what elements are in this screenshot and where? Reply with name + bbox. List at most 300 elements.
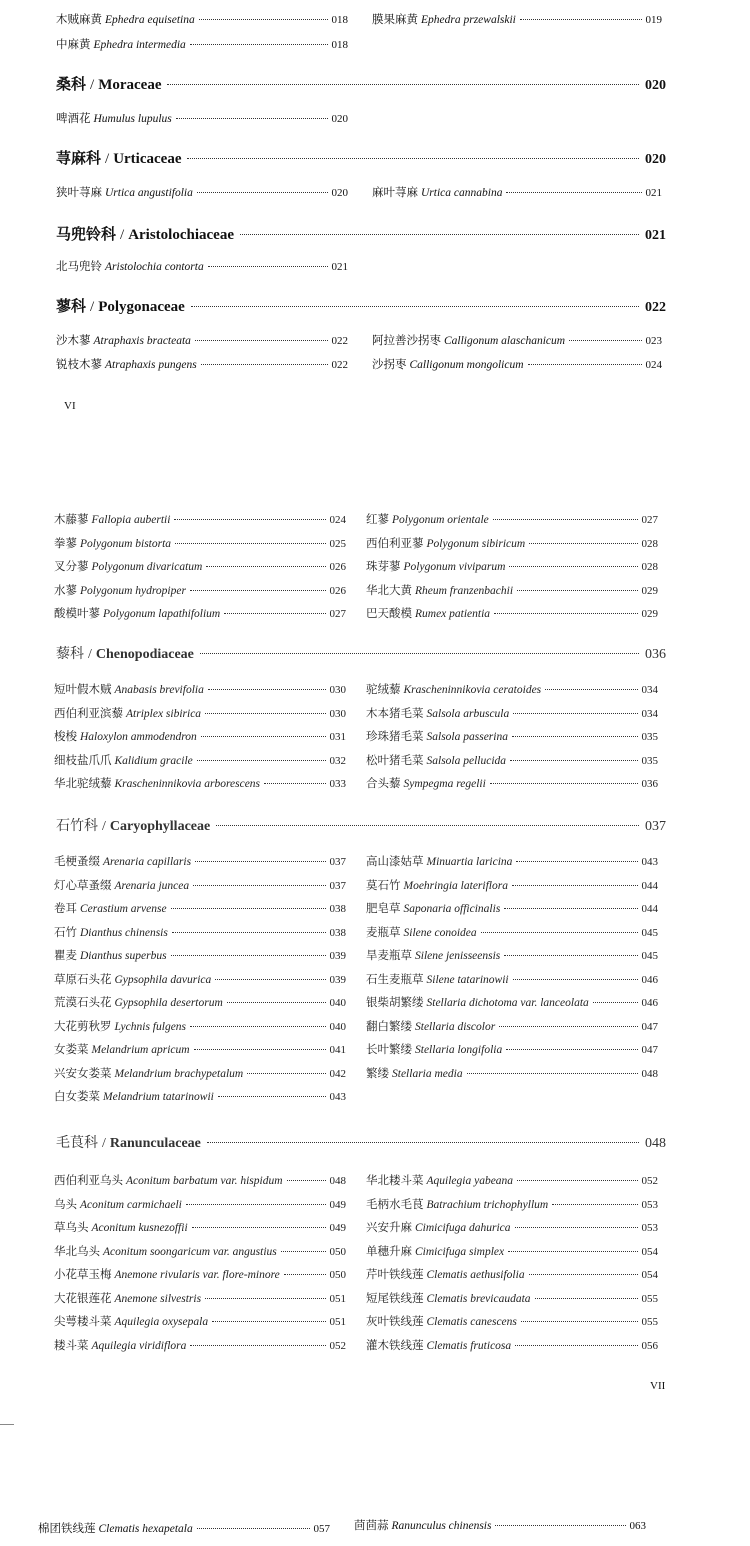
entry-page-number: 055 bbox=[641, 1293, 658, 1305]
dot-leader bbox=[481, 932, 638, 933]
dot-leader bbox=[171, 955, 326, 956]
dot-leader bbox=[190, 1345, 325, 1346]
entry-chinese-name: 草原石头花 bbox=[54, 974, 112, 986]
entry-chinese-name: 麻叶荨麻 bbox=[372, 187, 418, 199]
entry-page-number: 023 bbox=[645, 335, 662, 347]
dot-leader bbox=[195, 861, 325, 862]
toc-entry[interactable] bbox=[366, 727, 658, 747]
entry-latin-name: Polygonum orientale bbox=[392, 514, 489, 526]
entry-chinese-name: 小花草玉梅 bbox=[54, 1269, 112, 1281]
entry-chinese-name: 兴安女娄菜 bbox=[54, 1068, 112, 1080]
entry-page-number: 020 bbox=[331, 113, 348, 125]
toc-entry[interactable] bbox=[54, 899, 346, 919]
entry-latin-name: Ephedra przewalskii bbox=[421, 14, 516, 26]
entry-chinese-name: 高山漆姑草 bbox=[366, 856, 424, 868]
entry-latin-name: Atriplex sibirica bbox=[126, 708, 202, 720]
entry-page-number: 046 bbox=[641, 974, 658, 986]
entry-chinese-name: 沙木蓼 bbox=[56, 335, 91, 347]
entry-chinese-name: 短尾铁线莲 bbox=[366, 1293, 424, 1305]
entry-page-number: 034 bbox=[641, 684, 658, 696]
family-heading[interactable] bbox=[56, 221, 666, 249]
family-separator: / bbox=[90, 77, 95, 93]
dot-leader bbox=[208, 266, 328, 267]
dot-leader bbox=[247, 1073, 325, 1074]
toc-entry[interactable] bbox=[54, 852, 346, 872]
entry-latin-name: Rheum franzenbachii bbox=[415, 585, 514, 597]
entry-latin-name: Haloxylon ammodendron bbox=[80, 731, 197, 743]
dot-leader bbox=[506, 192, 641, 193]
entry-chinese-name: 翻白繁缕 bbox=[366, 1021, 412, 1033]
dot-leader bbox=[512, 885, 638, 886]
entry-page-number: 035 bbox=[641, 731, 658, 743]
page-folio: VI bbox=[64, 400, 76, 412]
family-page-number: 021 bbox=[645, 228, 666, 243]
family-page-number: 020 bbox=[645, 78, 666, 93]
entry-page-number: 039 bbox=[329, 950, 346, 962]
entry-page-number: 033 bbox=[329, 778, 346, 790]
dot-leader bbox=[206, 566, 325, 567]
family-separator: / bbox=[102, 1136, 106, 1151]
family-heading[interactable] bbox=[56, 293, 666, 321]
entry-chinese-name: 兴安升麻 bbox=[366, 1222, 412, 1234]
dot-leader bbox=[515, 1345, 637, 1346]
dot-leader bbox=[174, 519, 325, 520]
toc-entry[interactable] bbox=[54, 1017, 346, 1037]
entry-latin-name: Gypsophila davurica bbox=[114, 974, 212, 986]
entry-latin-name: Krascheninnikovia arborescens bbox=[114, 778, 261, 790]
entry-page-number: 027 bbox=[329, 608, 346, 620]
entry-latin-name: Calligonum alaschanicum bbox=[444, 335, 566, 347]
entry-latin-name: Salsola arbuscula bbox=[426, 708, 510, 720]
entry-page-number: 046 bbox=[641, 997, 658, 1009]
toc-entry[interactable] bbox=[366, 751, 658, 771]
entry-chinese-name: 叉分蓼 bbox=[54, 561, 89, 573]
entry-latin-name: Ranunculus chinensis bbox=[391, 1520, 492, 1532]
dot-leader bbox=[529, 1274, 638, 1275]
toc-entry[interactable] bbox=[366, 1265, 658, 1285]
dot-leader bbox=[552, 1204, 637, 1205]
family-latin-name: Chenopodiaceae bbox=[95, 647, 194, 662]
entry-latin-name: Melandrium apricum bbox=[91, 1044, 190, 1056]
dot-leader bbox=[569, 340, 641, 341]
toc-entry[interactable] bbox=[366, 1040, 658, 1060]
dot-leader bbox=[212, 1321, 325, 1322]
dot-leader bbox=[190, 44, 328, 45]
entry-chinese-name: 短叶假木贼 bbox=[54, 684, 112, 696]
entry-chinese-name: 卷耳 bbox=[54, 903, 77, 915]
entry-page-number: 024 bbox=[645, 359, 662, 371]
entry-page-number: 049 bbox=[329, 1222, 346, 1234]
dot-leader bbox=[494, 613, 637, 614]
entry-chinese-name: 锐枝木蓼 bbox=[56, 359, 102, 371]
entry-chinese-name: 茴茴蒜 bbox=[354, 1520, 389, 1532]
toc-entry[interactable] bbox=[366, 1336, 658, 1356]
entry-chinese-name: 木本猪毛菜 bbox=[366, 708, 424, 720]
entry-page-number: 048 bbox=[329, 1175, 346, 1187]
entry-page-number: 032 bbox=[329, 755, 346, 767]
family-latin-name: Caryophyllaceae bbox=[109, 819, 211, 834]
entry-page-number: 041 bbox=[329, 1044, 346, 1056]
dot-leader bbox=[504, 908, 637, 909]
toc-entry[interactable] bbox=[54, 680, 346, 700]
dot-leader bbox=[227, 1002, 326, 1003]
entry-latin-name: Calligonum mongolicum bbox=[409, 359, 524, 371]
toc-entry[interactable] bbox=[54, 557, 346, 577]
entry-latin-name: Clematis hexapetala bbox=[98, 1523, 193, 1535]
toc-entry[interactable] bbox=[366, 1218, 658, 1238]
toc-entry[interactable] bbox=[54, 751, 346, 771]
entry-latin-name: Krascheninnikovia ceratoides bbox=[403, 684, 542, 696]
dot-leader bbox=[499, 1026, 637, 1027]
family-latin-name: Polygonaceae bbox=[98, 299, 185, 315]
dot-leader bbox=[504, 955, 637, 956]
entry-latin-name: Stellaria longifolia bbox=[415, 1044, 503, 1056]
toc-entry[interactable] bbox=[366, 1017, 658, 1037]
dot-leader bbox=[191, 306, 639, 307]
dot-leader bbox=[517, 590, 637, 591]
entry-chinese-name: 棉团铁线莲 bbox=[38, 1523, 96, 1535]
entry-latin-name: Arenaria capillaris bbox=[103, 856, 192, 868]
entry-latin-name: Urtica cannabina bbox=[421, 187, 503, 199]
entry-chinese-name: 瞿麦 bbox=[54, 950, 77, 962]
entry-page-number: 055 bbox=[641, 1316, 658, 1328]
toc-entry[interactable] bbox=[366, 1195, 658, 1215]
dot-leader bbox=[187, 158, 639, 159]
entry-page-number: 021 bbox=[331, 261, 348, 273]
entry-chinese-name: 大花剪秋罗 bbox=[54, 1021, 112, 1033]
dot-leader bbox=[512, 736, 638, 737]
entry-chinese-name: 大花银莲花 bbox=[54, 1293, 112, 1305]
entry-latin-name: Cimicifuga dahurica bbox=[415, 1222, 511, 1234]
entry-chinese-name: 单穗升麻 bbox=[366, 1246, 412, 1258]
toc-entry[interactable] bbox=[366, 923, 658, 943]
toc-entry[interactable] bbox=[56, 183, 348, 203]
entry-latin-name: Saponaria officinalis bbox=[403, 903, 501, 915]
family-separator: / bbox=[88, 647, 92, 662]
toc-entry[interactable] bbox=[56, 355, 348, 375]
entry-latin-name: Dianthus superbus bbox=[80, 950, 167, 962]
toc-entry[interactable] bbox=[54, 1087, 346, 1107]
entry-latin-name: Aconitum barbatum var. hispidum bbox=[126, 1175, 283, 1187]
entry-chinese-name: 灌木铁线莲 bbox=[366, 1340, 424, 1352]
entry-latin-name: Clematis fruticosa bbox=[426, 1340, 512, 1352]
dot-leader bbox=[193, 885, 325, 886]
entry-page-number: 018 bbox=[331, 39, 348, 51]
toc-entry[interactable] bbox=[366, 534, 658, 554]
toc-entry[interactable] bbox=[372, 331, 662, 351]
entry-chinese-name: 芹叶铁线莲 bbox=[366, 1269, 424, 1281]
entry-latin-name: Anemone rivularis var. flore-minore bbox=[114, 1269, 280, 1281]
family-page-number: 022 bbox=[645, 300, 666, 315]
entry-chinese-name: 珍珠猪毛菜 bbox=[366, 731, 424, 743]
entry-page-number: 038 bbox=[329, 927, 346, 939]
toc-entry[interactable] bbox=[366, 1289, 658, 1309]
dot-leader bbox=[284, 1274, 326, 1275]
toc-entry[interactable] bbox=[54, 1064, 346, 1084]
family-page-number: 036 bbox=[645, 647, 666, 662]
entry-latin-name: Ephedra equisetina bbox=[105, 14, 195, 26]
family-heading[interactable] bbox=[56, 1130, 666, 1158]
entry-latin-name: Stellaria dichotoma var. lanceolata bbox=[426, 997, 589, 1009]
toc-entry[interactable] bbox=[54, 1040, 346, 1060]
toc-entry[interactable] bbox=[54, 1265, 346, 1285]
family-latin-name: Moraceae bbox=[98, 77, 162, 93]
dot-leader bbox=[199, 19, 328, 20]
dot-leader bbox=[281, 1251, 326, 1252]
toc-entry[interactable] bbox=[38, 1519, 330, 1539]
family-heading[interactable] bbox=[56, 641, 666, 669]
entry-chinese-name: 中麻黄 bbox=[56, 39, 91, 51]
entry-latin-name: Batrachium trichophyllum bbox=[426, 1199, 549, 1211]
entry-chinese-name: 细枝盐爪爪 bbox=[54, 755, 112, 767]
entry-page-number: 054 bbox=[641, 1269, 658, 1281]
entry-page-number: 051 bbox=[329, 1293, 346, 1305]
entry-page-number: 043 bbox=[641, 856, 658, 868]
dot-leader bbox=[197, 760, 326, 761]
toc-entry[interactable] bbox=[54, 1195, 346, 1215]
dot-leader bbox=[224, 613, 325, 614]
entry-chinese-name: 灰叶铁线莲 bbox=[366, 1316, 424, 1328]
toc-entry[interactable] bbox=[366, 604, 658, 624]
entry-chinese-name: 莫石竹 bbox=[366, 880, 401, 892]
entry-latin-name: Aristolochia contorta bbox=[105, 261, 204, 273]
dot-leader bbox=[194, 1049, 326, 1050]
entry-page-number: 038 bbox=[329, 903, 346, 915]
entry-latin-name: Melandrium brachypetalum bbox=[114, 1068, 244, 1080]
entry-latin-name: Atraphaxis pungens bbox=[105, 359, 197, 371]
dot-leader bbox=[200, 653, 639, 654]
entry-page-number: 035 bbox=[641, 755, 658, 767]
entry-latin-name: Aconitum soongaricum var. angustius bbox=[103, 1246, 277, 1258]
entry-page-number: 044 bbox=[641, 880, 658, 892]
dot-leader bbox=[490, 783, 638, 784]
dot-leader bbox=[521, 1321, 638, 1322]
entry-chinese-name: 华北耧斗菜 bbox=[366, 1175, 424, 1187]
toc-entry[interactable] bbox=[56, 35, 348, 55]
family-page-number: 048 bbox=[645, 1136, 666, 1151]
dot-leader bbox=[192, 1227, 326, 1228]
toc-entry[interactable] bbox=[366, 581, 658, 601]
dot-leader bbox=[176, 118, 328, 119]
toc-entry[interactable] bbox=[366, 557, 658, 577]
entry-page-number: 056 bbox=[641, 1340, 658, 1352]
toc-entry[interactable] bbox=[54, 704, 346, 724]
entry-latin-name: Polygonum lapathifolium bbox=[103, 608, 221, 620]
entry-chinese-name: 梭梭 bbox=[54, 731, 77, 743]
entry-latin-name: Silene jenisseensis bbox=[415, 950, 501, 962]
toc-entry[interactable] bbox=[54, 993, 346, 1013]
dot-leader bbox=[515, 1227, 638, 1228]
dot-leader bbox=[467, 1073, 638, 1074]
dot-leader bbox=[240, 234, 639, 235]
entry-page-number: 045 bbox=[641, 927, 658, 939]
toc-entry[interactable] bbox=[54, 1336, 346, 1356]
entry-chinese-name: 草乌头 bbox=[54, 1222, 89, 1234]
family-latin-name: Urticaceae bbox=[113, 151, 182, 167]
family-chinese-name: 马兜铃科 bbox=[56, 227, 117, 243]
family-separator: / bbox=[120, 227, 125, 243]
entry-chinese-name: 银柴胡繁缕 bbox=[366, 997, 424, 1009]
entry-page-number: 037 bbox=[329, 880, 346, 892]
dot-leader bbox=[495, 1525, 625, 1526]
entry-chinese-name: 巴天酸模 bbox=[366, 608, 412, 620]
entry-latin-name: Humulus lupulus bbox=[93, 113, 172, 125]
entry-latin-name: Clematis aethusifolia bbox=[426, 1269, 525, 1281]
toc-entry[interactable] bbox=[366, 852, 658, 872]
entry-page-number: 029 bbox=[641, 585, 658, 597]
entry-latin-name: Aconitum kusnezoffii bbox=[91, 1222, 188, 1234]
dot-leader bbox=[208, 689, 326, 690]
entry-page-number: 052 bbox=[329, 1340, 346, 1352]
toc-entry[interactable] bbox=[54, 727, 346, 747]
entry-chinese-name: 膜果麻黄 bbox=[372, 14, 418, 26]
entry-page-number: 030 bbox=[329, 708, 346, 720]
dot-leader bbox=[175, 543, 325, 544]
toc-entry[interactable] bbox=[366, 680, 658, 700]
toc-entry[interactable] bbox=[54, 1171, 346, 1191]
entry-chinese-name: 女娄菜 bbox=[54, 1044, 89, 1056]
entry-page-number: 053 bbox=[641, 1199, 658, 1211]
toc-entry[interactable] bbox=[54, 1218, 346, 1238]
toc-entry[interactable] bbox=[366, 876, 658, 896]
family-page-number: 037 bbox=[645, 819, 666, 834]
dot-leader bbox=[287, 1180, 326, 1181]
entry-latin-name: Stellaria media bbox=[392, 1068, 463, 1080]
dot-leader bbox=[513, 713, 637, 714]
toc-entry[interactable] bbox=[366, 993, 658, 1013]
entry-latin-name: Atraphaxis bracteata bbox=[93, 335, 191, 347]
entry-page-number: 053 bbox=[641, 1222, 658, 1234]
entry-latin-name: Polygonum sibiricum bbox=[426, 538, 526, 550]
entry-chinese-name: 乌头 bbox=[54, 1199, 77, 1211]
entry-latin-name: Aquilegia viridiflora bbox=[91, 1340, 187, 1352]
family-heading[interactable] bbox=[56, 71, 666, 99]
entry-chinese-name: 尖萼耧斗菜 bbox=[54, 1316, 112, 1328]
entry-latin-name: Clematis canescens bbox=[426, 1316, 517, 1328]
toc-entry[interactable] bbox=[366, 510, 658, 530]
family-chinese-name: 藜科 bbox=[56, 647, 84, 662]
toc-entry[interactable] bbox=[54, 876, 346, 896]
toc-entry[interactable] bbox=[54, 581, 346, 601]
entry-page-number: 040 bbox=[329, 1021, 346, 1033]
entry-page-number: 049 bbox=[329, 1199, 346, 1211]
entry-latin-name: Silene conoidea bbox=[403, 927, 477, 939]
family-separator: / bbox=[102, 819, 106, 834]
toc-entry[interactable] bbox=[54, 774, 346, 794]
entry-chinese-name: 灯心草蚤缀 bbox=[54, 880, 112, 892]
toc-entry[interactable] bbox=[56, 331, 348, 351]
entry-latin-name: Gypsophila desertorum bbox=[114, 997, 223, 1009]
entry-chinese-name: 长叶繁缕 bbox=[366, 1044, 412, 1056]
family-heading[interactable] bbox=[56, 813, 666, 841]
entry-chinese-name: 阿拉善沙拐枣 bbox=[372, 335, 441, 347]
dot-leader bbox=[508, 1251, 637, 1252]
family-page-number: 020 bbox=[645, 152, 666, 167]
entry-page-number: 027 bbox=[641, 514, 658, 526]
entry-page-number: 054 bbox=[641, 1246, 658, 1258]
entry-chinese-name: 毛柄水毛茛 bbox=[366, 1199, 424, 1211]
toc-entry[interactable] bbox=[366, 970, 658, 990]
entry-chinese-name: 华北乌头 bbox=[54, 1246, 100, 1258]
toc-entry[interactable] bbox=[54, 534, 346, 554]
entry-page-number: 042 bbox=[329, 1068, 346, 1080]
toc-entry[interactable] bbox=[366, 1312, 658, 1332]
entry-latin-name: Moehringia lateriflora bbox=[403, 880, 508, 892]
dot-leader bbox=[218, 1096, 326, 1097]
dot-leader bbox=[190, 1026, 325, 1027]
toc-entry[interactable] bbox=[372, 10, 662, 30]
dot-leader bbox=[205, 1298, 325, 1299]
entry-latin-name: Rumex patientia bbox=[415, 608, 491, 620]
entry-page-number: 047 bbox=[641, 1044, 658, 1056]
entry-page-number: 039 bbox=[329, 974, 346, 986]
toc-entry[interactable] bbox=[54, 1242, 346, 1262]
entry-latin-name: Minuartia laricina bbox=[426, 856, 513, 868]
toc-entry[interactable] bbox=[54, 1312, 346, 1332]
entry-chinese-name: 水蓼 bbox=[54, 585, 77, 597]
toc-entry[interactable] bbox=[366, 1171, 658, 1191]
toc-entry[interactable] bbox=[366, 704, 658, 724]
dot-leader bbox=[517, 1180, 637, 1181]
dot-leader bbox=[197, 1528, 310, 1529]
toc-entry[interactable] bbox=[372, 183, 662, 203]
entry-page-number: 050 bbox=[329, 1269, 346, 1281]
dot-leader bbox=[506, 1049, 637, 1050]
toc-entry[interactable] bbox=[366, 1064, 658, 1084]
entry-chinese-name: 狭叶荨麻 bbox=[56, 187, 102, 199]
entry-page-number: 022 bbox=[331, 335, 348, 347]
toc-entry[interactable] bbox=[366, 774, 658, 794]
scan-edge-line bbox=[0, 1424, 14, 1425]
dot-leader bbox=[493, 519, 638, 520]
toc-entry[interactable] bbox=[56, 257, 348, 277]
entry-page-number: 051 bbox=[329, 1316, 346, 1328]
family-heading[interactable] bbox=[56, 145, 666, 173]
toc-entry[interactable] bbox=[54, 604, 346, 624]
toc-entry[interactable] bbox=[56, 109, 348, 129]
entry-page-number: 043 bbox=[329, 1091, 346, 1103]
toc-entry[interactable] bbox=[56, 10, 348, 30]
dot-leader bbox=[186, 1204, 326, 1205]
entry-chinese-name: 繁缕 bbox=[366, 1068, 389, 1080]
toc-entry[interactable] bbox=[54, 970, 346, 990]
dot-leader bbox=[513, 979, 638, 980]
toc-entry[interactable] bbox=[366, 946, 658, 966]
dot-leader bbox=[197, 192, 328, 193]
entry-chinese-name: 西伯利亚乌头 bbox=[54, 1175, 123, 1187]
entry-chinese-name: 珠芽蓼 bbox=[366, 561, 401, 573]
toc-entry[interactable] bbox=[54, 923, 346, 943]
toc-entry[interactable] bbox=[54, 946, 346, 966]
toc-entry[interactable] bbox=[354, 1516, 646, 1536]
entry-latin-name: Melandrium tatarinowii bbox=[103, 1091, 214, 1103]
family-latin-name: Ranunculaceae bbox=[109, 1136, 201, 1151]
toc-entry[interactable] bbox=[366, 1242, 658, 1262]
entry-chinese-name: 华北大黄 bbox=[366, 585, 412, 597]
entry-chinese-name: 麦瓶草 bbox=[366, 927, 401, 939]
family-chinese-name: 荨麻科 bbox=[56, 151, 102, 167]
toc-entry[interactable] bbox=[372, 355, 662, 375]
entry-latin-name: Cimicifuga simplex bbox=[415, 1246, 505, 1258]
toc-entry[interactable] bbox=[54, 1289, 346, 1309]
toc-entry[interactable] bbox=[54, 510, 346, 530]
dot-leader bbox=[172, 932, 326, 933]
entry-page-number: 029 bbox=[641, 608, 658, 620]
entry-chinese-name: 荒漠石头花 bbox=[54, 997, 112, 1009]
entry-page-number: 020 bbox=[331, 187, 348, 199]
entry-latin-name: Polygonum divaricatum bbox=[91, 561, 203, 573]
toc-entry[interactable] bbox=[366, 899, 658, 919]
